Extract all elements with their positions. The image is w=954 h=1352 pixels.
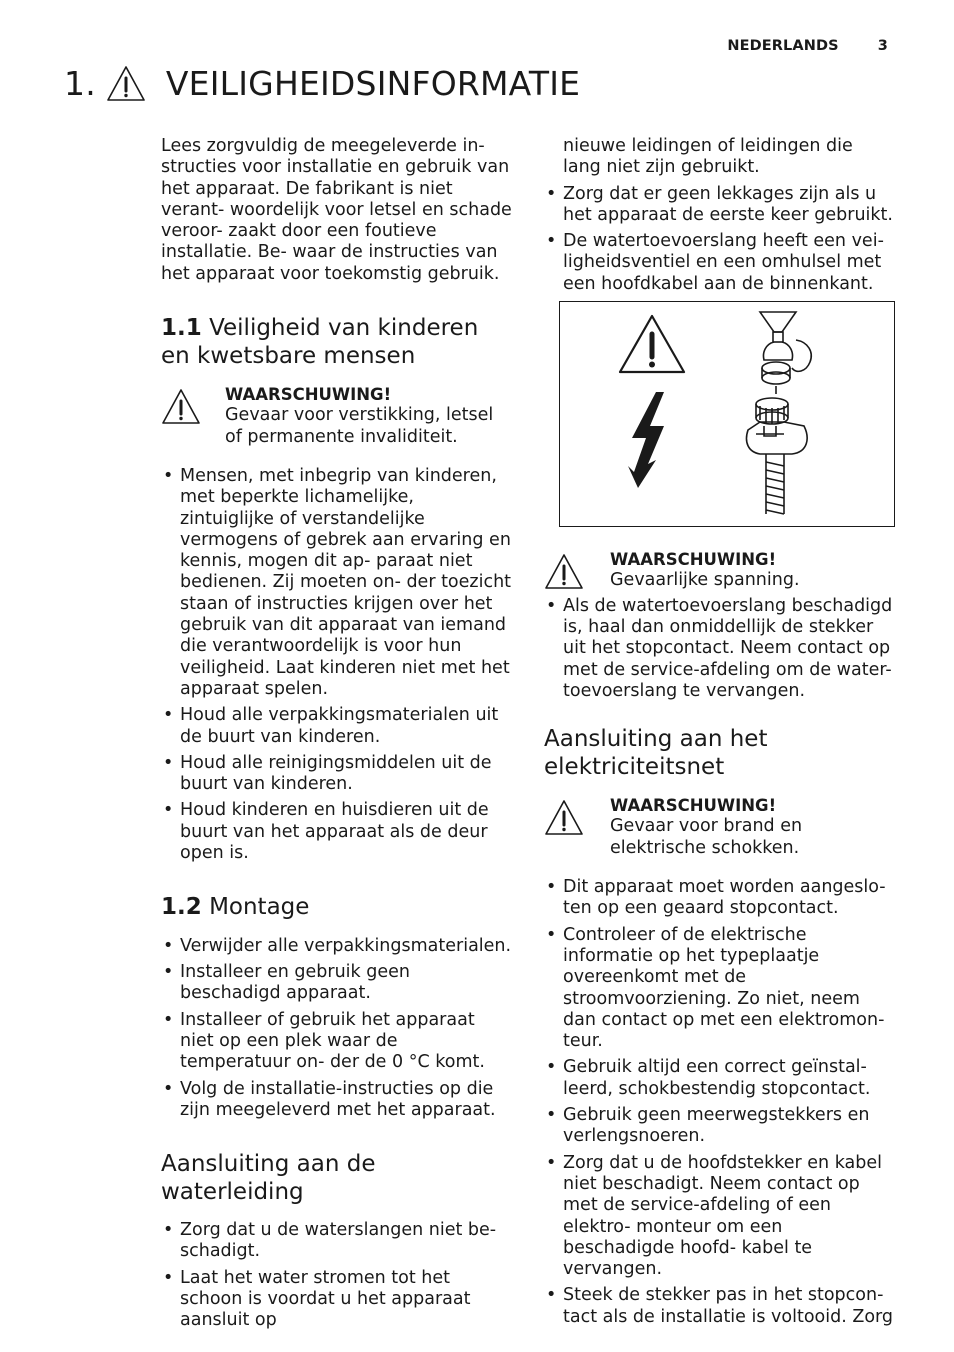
list-item: • Steek de stekker pas in het stopcon- tact als de installatie is voltooid. Zorg bbox=[544, 1285, 896, 1328]
intro-paragraph: Lees zorgvuldig de meegeleverde in- structies voor installatie en gebruik van het apparaat. De fabrikant is niet verant- woordelijk voor letsel en schade veroor- zaakt door een foutieve installatie. Be- waar de instructies van het apparaat voor toekomstig gebruik. bbox=[161, 136, 512, 284]
list-item: • Zorg dat u de waterslangen niet be- schadigt. bbox=[161, 1220, 513, 1263]
section-number: 1.2 bbox=[161, 894, 202, 921]
warning-content bbox=[225, 384, 513, 448]
lightning-bolt-icon bbox=[628, 392, 664, 488]
bullet-list bbox=[544, 184, 896, 295]
list-item: • Laat het water stromen tot het schoon is voordat u het apparaat aansluit op bbox=[161, 1268, 513, 1332]
warning-block bbox=[161, 384, 513, 448]
warning-label: WAARSCHUWING! bbox=[610, 796, 777, 816]
bullet-list bbox=[161, 1220, 513, 1331]
section-heading-1-2 bbox=[161, 894, 513, 922]
list-item: • Houd alle verpakkingsmaterialen uit de buurt van kinderen. bbox=[161, 705, 513, 748]
right-column bbox=[544, 136, 896, 1333]
list-item: • Houd kinderen en huisdieren uit de buurt van het apparaat als de deur open is. bbox=[161, 800, 513, 864]
list-item: • Als de watertoevoerslang beschadigd is, haal dan onmiddellijk de stekker uit het stopcontact. Neem contact op met de service-afdeling om de water- toevoerslang te vervangen. bbox=[544, 596, 896, 702]
list-item-continuation: nieuwe leidingen of leidingen die lang niet zijn gebruikt. bbox=[563, 136, 853, 178]
warning-text: Gevaarlijke spanning. bbox=[610, 570, 800, 591]
list-item: • Volg de installatie-instructies op die zijn meegeleverd met het apparaat. bbox=[161, 1079, 513, 1122]
warning-triangle-icon bbox=[106, 65, 146, 103]
page-number: 3 bbox=[877, 38, 888, 54]
list-item: • Mensen, met inbegrip van kinderen, met beperkte lichamelijke, zintuiglijke of verstandelijke vermogens of gebrek aan ervaring en kennis, mogen dit ap- paraat niet bedienen. Zij moeten on- der toezicht staan of instructies krijgen over het gebruik van dit apparaat van iemand die verantwoordelijk is voor hun veiligheid. Laat kinderen niet met het apparaat spelen. bbox=[161, 466, 513, 700]
list-item: • Gebruik altijd een correct geïnstal- leerd, schokbestendig stopcontact. bbox=[544, 1057, 896, 1100]
valve-body-icon bbox=[747, 398, 808, 514]
list-item: • Zorg dat u de hoofdstekker en kabel niet beschadigt. Neem contact op met de service-afdeling of een elektro- monteur om een beschadigde hoofd- kabel te vervangen. bbox=[544, 1153, 896, 1281]
list-item: • Installeer en gebruik geen beschadigd apparaat. bbox=[161, 962, 513, 1005]
bullet-list bbox=[161, 936, 513, 1121]
list-item: • De watertoevoerslang heeft een vei- ligheidsventiel en een omhulsel met een hoofdkabel aan de binnenkant. bbox=[544, 231, 896, 295]
page-header bbox=[727, 38, 888, 54]
warning-block bbox=[544, 549, 896, 592]
warning-text: Gevaar voor brand en elektrische schokken. bbox=[610, 816, 803, 858]
tap-icon bbox=[760, 312, 811, 384]
warning-content bbox=[610, 549, 800, 592]
subsection-heading-electric: Aansluiting aan het elektriciteitsnet bbox=[544, 726, 768, 780]
illustration-drawing bbox=[560, 302, 894, 526]
warning-content bbox=[610, 795, 896, 859]
warning-triangle-icon bbox=[161, 388, 201, 426]
page-title bbox=[64, 64, 580, 103]
section-heading-1-1 bbox=[161, 315, 513, 370]
list-item: • Installeer of gebruik het apparaat niet op een plek waar de temperatuur on- der de 0 °C komt. bbox=[161, 1010, 513, 1074]
list-item: • Verwijder alle verpakkingsmaterialen. bbox=[161, 936, 513, 957]
list-item: • Zorg dat er geen lekkages zijn als u het apparaat de eerste keer gebruikt. bbox=[544, 184, 896, 227]
header-language: NEDERLANDS bbox=[727, 38, 839, 54]
warning-triangle-icon bbox=[544, 799, 584, 837]
bullet-list bbox=[544, 877, 896, 1328]
subsection-heading-water: Aansluiting aan de waterleiding bbox=[161, 1151, 376, 1205]
left-column bbox=[161, 136, 513, 1337]
title-text: VEILIGHEIDSINFORMATIE bbox=[165, 64, 581, 103]
bullet-list bbox=[161, 466, 513, 864]
list-item: • Dit apparaat moet worden aangeslo- ten op een geaard stopcontact. bbox=[544, 877, 896, 920]
section-number: 1.1 bbox=[161, 315, 202, 342]
warning-triangle-icon bbox=[544, 553, 584, 591]
section-title: Veiligheid van kinderen en kwetsbare mensen bbox=[161, 315, 479, 369]
warning-label: WAARSCHUWING! bbox=[610, 550, 777, 570]
list-item: • Controleer of de elektrische informatie op het typeplaatje overeenkomt met de stroomvoorziening. Zo niet, neem dan contact op met een elektromon- teur. bbox=[544, 925, 896, 1053]
bullet-list bbox=[544, 596, 896, 702]
safety-valve-illustration bbox=[559, 301, 895, 527]
warning-triangle-icon bbox=[620, 316, 684, 372]
list-item: • Gebruik geen meerwegstekkers en verlengsnoeren. bbox=[544, 1105, 896, 1148]
warning-block bbox=[544, 795, 896, 859]
warning-label: WAARSCHUWING! bbox=[225, 385, 392, 405]
section-title: Montage bbox=[209, 894, 310, 921]
warning-text: Gevaar voor verstikking, letsel of permanente invaliditeit. bbox=[225, 405, 494, 447]
title-number: 1. bbox=[64, 64, 96, 103]
list-item: • Houd alle reinigingsmiddelen uit de buurt van kinderen. bbox=[161, 753, 513, 796]
